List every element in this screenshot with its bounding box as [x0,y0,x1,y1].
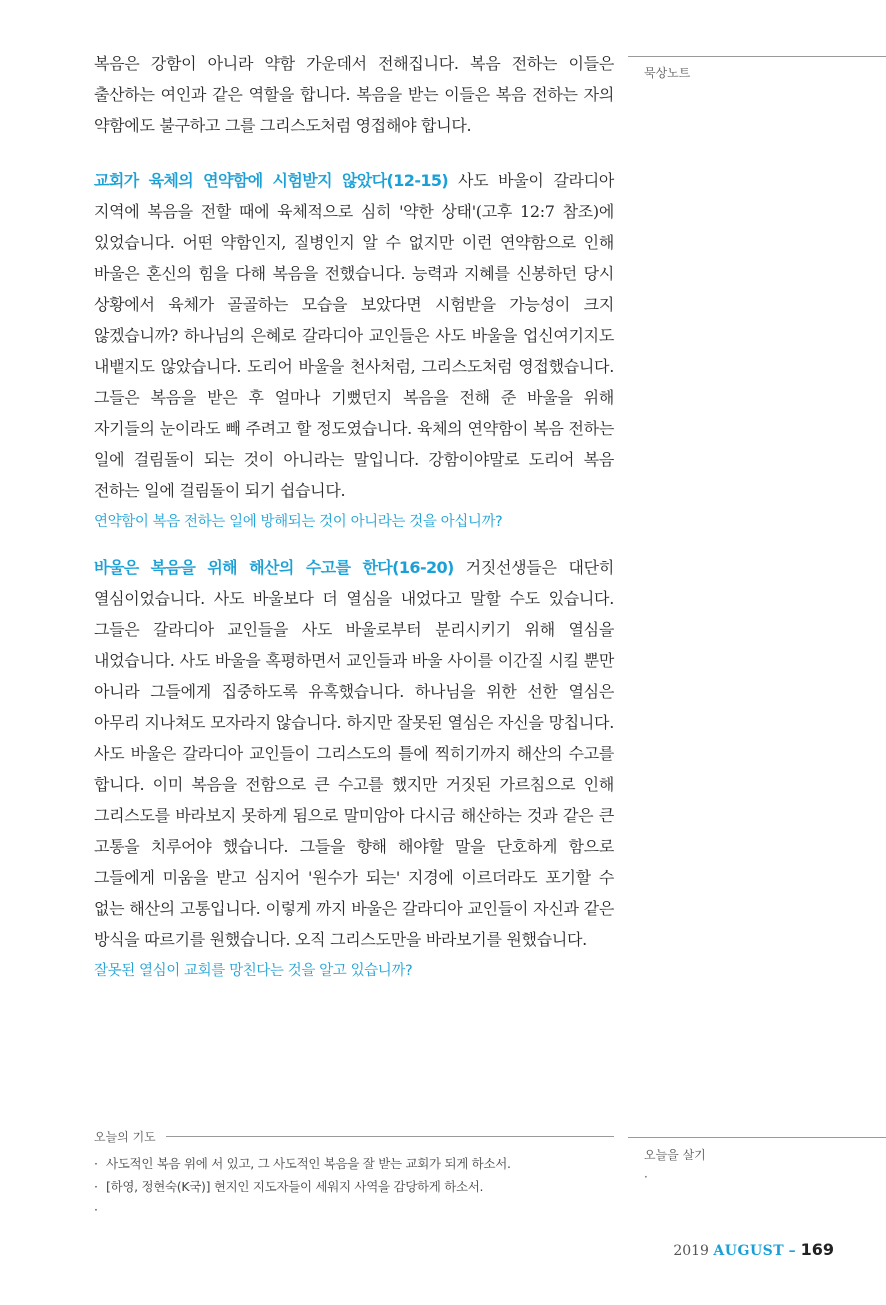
section-1-heading: 교회가 육체의 연약함에 시험받지 않았다(12-15) [94,171,449,190]
prayer-bullet: · [94,1179,98,1194]
folio-dash: – [788,1243,797,1259]
section-2-paragraph [94,552,614,955]
page-folio [673,1240,834,1259]
folio-year: 2019 [673,1243,709,1259]
prayer-bullet: · [94,1156,98,1171]
prayer-rule [166,1136,614,1137]
prayer-item: · 사도적인 복음 위에 서 있고, 그 사도적인 복음을 잘 받는 교회가 되게 하소서. [94,1152,614,1175]
main-content [94,48,614,983]
prayer-item [94,1198,614,1221]
prayer-item: · [하영, 정현숙(K국)] 현지인 지도자들이 세워지 사역을 감당하게 하소서. [94,1175,614,1198]
section-1-text: 사도 바울이 갈라디아 지역에 복음을 전할 때에 육체적으로 심히 '약한 상태'(고후 12:7 참조)에 있었습니다. 어떤 약함인지, 질병인지 알 수 없지만 이런 연약함으로 인해 바울은 혼신의 힘을 다해 복음을 전했습니다. 능력과 지혜를 신봉하던 당시 상황에서 육체가 골골하는 모습을 보았다면 시험받을 가능성이 크지 않겠습니까? 하나님의 은혜로 갈라디아 교인들은 사도 바울을 업신여기지도 내뱉지도 않았습니다. 도리어 바울을 천사처럼, 그리스도처럼 영접했습니다. 그들은 복음을 받은 후 얼마나 기뻤던지 복음을 전해 준 바울을 위해 자기들의 눈이라도 빼 주려고 할 정도였습니다. 육체의 연약함이 복음 전하는 일에 걸림돌이 되는 것이 아니라는 말입니다. 강함이야말로 도리어 복음 전하는 일에 걸림돌이 되기 쉽습니다. [94,171,615,500]
folio-month: AUGUST [713,1243,785,1259]
prayer-bullet: · [94,1202,98,1217]
section-2-heading: 바울은 복음을 위해 해산의 수고를 한다(16-20) [94,558,454,577]
section-1-question: 연약함이 복음 전하는 일에 방해되는 것이 아니라는 것을 아십니까? [94,514,503,530]
living-today-label: 오늘을 살기 [644,1148,706,1162]
section-2-question: 잘못된 열심이 교회를 망친다는 것을 알고 있습니까? [94,963,413,979]
living-today-bullet: · [644,1170,648,1184]
prayer-list [94,1152,614,1221]
section-2-text: 거짓선생들은 대단히 열심이었습니다. 사도 바울보다 더 열심을 내었다고 말할 수도 있습니다. 그들은 갈라디아 교인들을 사도 바울로부터 분리시키기 위해 열심을 내었습니다. 사도 바울을 혹평하면서 교인들과 바울 사이를 이간질 시킬 뿐만 아니라 그들에게 집중하도록 유혹했습니다. 하나님을 위한 선한 열심은 아무리 지나쳐도 모자라지 않습니다. 하지만 잘못된 열심은 자신을 망칩니다. 사도 바울은 갈라디아 교인들이 그리스도의 틀에 찍히기까지 해산의 수고를 합니다. 이미 복음을 전함으로 큰 수고를 했지만 거짓된 가르침으로 인해 그리스도를 바라보지 못하게 됨으로 말미암아 다시금 해산하는 것과 같은 큰 고통을 치루어야 했습니다. 그들을 향해 해야할 말을 단호하게 함으로 그들에게 미움을 받고 심지어 '원수가 되는' 지경에 이르더라도 포기할 수 없는 해산의 고통입니다. 이렇게 까지 바울은 갈라디아 교인들이 자신과 같은 방식을 따르기를 원했습니다. 오직 그리스도만을 바라보기를 원했습니다. [94,558,614,949]
prayer-header [94,1128,614,1145]
meditation-note-label: 묵상노트 [644,66,691,80]
meditation-note-rule [628,56,886,57]
living-today-rule [628,1137,886,1138]
intro-paragraph: 복음은 강함이 아니라 약함 가운데서 전해집니다. 복음 전하는 이들은 출산하는 여인과 같은 역할을 합니다. 복음을 받는 이들은 복음 전하는 자의 약함에도 불구하고 그를 그리스도처럼 영접해야 합니다. [94,54,614,135]
page-number: 169 [800,1240,834,1259]
prayer-title: 오늘의 기도 [94,1130,156,1144]
section-1-paragraph [94,165,614,506]
